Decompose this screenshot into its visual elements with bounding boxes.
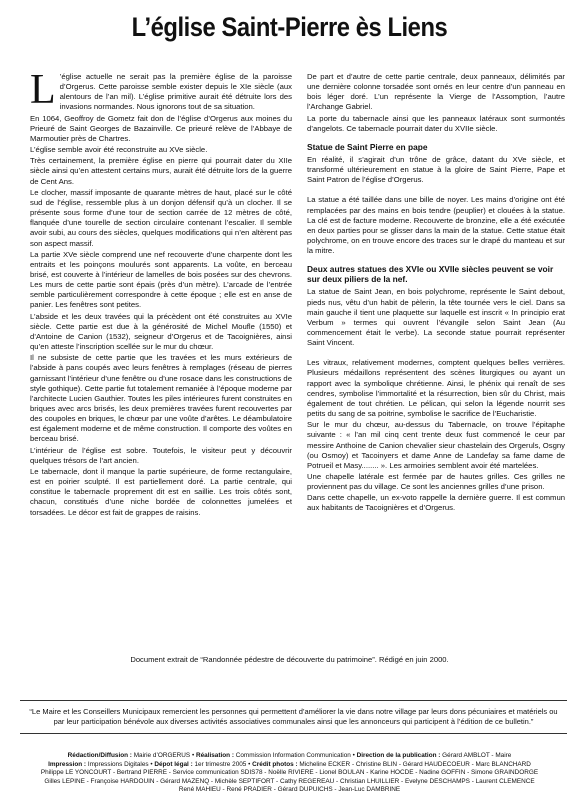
left-column	[30, 67, 292, 519]
paragraph-intro-2: La porte du tabernacle ainsi que les panneaux latéraux sont surmontés d’angelots. Ce tabernacle pourrait dater du XVIIe siècle.	[307, 113, 565, 133]
source-note: Document extrait de “Randonnée pédestre de découverte du patrimoine”. Rédigé en juin 2000.	[130, 655, 449, 664]
section-heading-deux-statues: Deux autres statues des XVIe ou XVIIe siècles peuvent se voir sur deux piliers de la nef.	[307, 264, 554, 285]
paragraph-3: L’église semble avoir été reconstruite au XVe siècle.	[30, 145, 208, 155]
paragraph-vitraux: Les vitraux, relativement modernes, comptent quelques belles verrières. Plusieurs médaillons représentent des scènes liturgiques ou ayant un rapport avec la symbolique chrétienne. Ainsi, le phénix qui renaît de ses cendres, symbolise l’immortalité et la résurrection, bien sûr du Christ, mais également de tout chrétien. Le pélican, qui selon la légende nourrit ses petits du sang de sa poitrine, symbolise le sacrifice de l’Eucharistie.	[307, 358, 565, 419]
credits	[14, 752, 565, 795]
right-column	[307, 72, 565, 515]
section-heading-statue-pape: Statue de Saint Pierre en pape	[307, 141, 428, 152]
paragraph-4: Très certainement, la première église en pierre qui pourrait dater du XIIe siècle ainsi qu’en attestent certains murs, aurait été détruite lors de la guerre de Cent Ans.	[30, 156, 292, 186]
paragraph-epitaphe: Sur le mur du chœur, au-dessus du Tabernacle, on trouve l’épitaphe suivante : « l’an mil cinq cent trente deux fust commencé le ceur par messire Anthoine de Canion chevalier sieur chastelain des Orgeruls, Osgny (ou Osmoy) et Tacoinyers et dame Anne de Landefay sa fame dame de Potrueil et Masy........ ». Les armoiries semblent avoir été martelées.	[307, 420, 565, 470]
paragraph-8: Il ne subsiste de cette partie que les travées et les murs extérieurs de l’abside à pans coupés avec leurs fenêtres à remplages (réseau de pierres garnissant l’intérieur d’une fenêtre ou d’une rosace dans les constructions de style gothique). Cette partie fut totalement remaniée à l’époque moderne par l’architecte Lucien Gauthier. Toutes les piles intérieures furent construites en briques avec arcs brisés, les deux premières travées furent recouvertes par des coupoles en briques, le chœur par une voûte d’arêtes. Le déambulatoire est également moderne et de même construction. Il comporte des voûtes en berceau brisé.	[30, 353, 292, 444]
credits-line-4: Gilles LEPINE - Françoise HARDOUIN - Gérard MAZENQ - Michèle SEPTIFORT - Cathy REGEREAU - Christian LHUILLIER - Evelyne DESCHAMPS - Laurent CLEMENCE	[44, 777, 535, 785]
paragraph-intro-1: De part et d’autre de cette partie centrale, deux panneaux, délimités par une dernière colonne torsadée sont ornés en leur centre d’un panneau en bois léger doré. L’un représente la Vierge de l’Assomption, l’autre l’Archange Gabriel.	[307, 72, 565, 112]
page-title: L’église Saint-Pierre ès Liens	[131, 12, 448, 42]
paragraph-saint-jean: La statue de Saint Jean, en bois polychrome, représente le Saint debout, pieds nus, vêtu d’un habit de pèlerin, la tête tournée vers le ciel. Dans sa main gauche il tient une plaquette sur laquelle est inscrit « In principio erat Verbum » termes qui ouvrent l’évangile selon Saint Jean (Au commencement était le verbe). La seconde statue pourrait représenter Saint Vincent.	[307, 287, 565, 348]
credits-line-3: Philippe LE YONCOURT - Bertrand PIERRE - Service communication SDIS78 - Noëlle RIVIERE - Lionel BOULAN - Karine HOCDE - Nadine GOFFIN - Simone GRAINDORGE	[40, 769, 539, 777]
thanks-note: “Le Maire et les Conseillers Municipaux remercient les personnes qui permettent d’améliorer la vie dans notre village par leurs dons pécuniaires et matériels ou par leur participation bénévole aux diverses activités associatives communales ainsi que les annonceurs qui participent à l’édition de ce bulletin.”	[20, 700, 567, 734]
paragraph-statue-1: En réalité, il s’agirait d’un trône de grâce, datant du XVe siècle, et transformé ultérieurement en statue à la gloire de Saint Pierre, Pape et Saint Patron de l’église d’Orgerus.	[307, 154, 565, 185]
paragraph-statue-2: La statue a été taillée dans une bille de noyer. Les mains d’origine ont été remplacées par des mains en bois tendre (peuplier) et clouées à la statue. La clé est de facture moderne. Recouverte de bronzine, elle a été exécutée en deux parties pour se glisser dans la main de la statue. Cette statue était polychrome, on en trouve encore des traces sur le drapé du manteau et sur la mitre.	[307, 195, 565, 256]
paragraph-2: En 1064, Geoffroy de Gometz fait don de l’église d’Orgerus aux moines du Prieuré de Saint Georges de Bazainville. Ce prieuré relève de l’Abbaye de Marmoutier près de Chartres.	[30, 113, 292, 143]
credits-line-1: Rédaction/Diffusion : Mairie d’ORGERUS • Réalisation : Commission Information Communication • Direction de la publication : Gérard AMBLOT - Maire	[67, 752, 512, 759]
credits-line-2: Impression : Impressions Digitales • Dépot légal : 1er trimestre 2005 • Crédit photos : Micheline ECKER - Christine BLIN - Gérard HAUDECOEUR - Marc BLANCHARD	[48, 760, 531, 768]
paragraph-7: L’abside et les deux travées qui la précèdent ont été construites au XVIe siècle. Cette partie est due à la générosité de Michel Moufle (1550) et d’Antoine de Canion (1532), seigneur d’Orgerus et de Tacoignières, ainsi qu’en atteste l’inscription scellée sur le mur du chœur.	[30, 311, 292, 352]
credits-line-5: René MAHIEU - René PRADIER - Gérard DUPUICHS - Jean-Luc DAMBRINE	[178, 786, 401, 794]
paragraph-5: Le clocher, massif imposante de quarante mètres de haut, placé sur le côté sud de l’église, ressemble plus à un donjon défensif qu’à un clocher. Il se présente sous forme d’une tour de section carrée de 12 mètres de côté, flanquée d’une tourelle de section circulaire contenant l’escalier. Il semble avoir subi, au cours des siècles, quelques modifications qui n’en altèrent pas son aspect massif.	[30, 187, 292, 248]
paragraph-9: L’intérieur de l’église est sobre. Toutefois, le visiteur peut y découvrir quelques trésors de l’art ancien.	[30, 445, 292, 465]
paragraph-10: Le tabernacle, dont il manque la partie supérieure, de forme rectangulaire, est en poirier sculpté. Il est partiellement doré. La partie centrale, qui constitue le tabernacle proprement dit est en saillie. Les trois côtés sont, chacun, constitués d’une niche bordée de colonnettes jumelées et torsadées. Le décor est fait de grappes de raisins.	[30, 466, 292, 517]
paragraph-6: La partie XVe siècle comprend une nef recouverte d’une charpente dont les entraits et les poinçons moulurés sont apparents. La voûte, en berceau brisé, est couverte à l’intérieur de lamelles de bois posées sur des chevrons. Les murs de cette partie sont épais (près d’un mètre). L’arcade de l’entrée semble particulièrement correspondre à cette époque ; elle est en anse de panier. Les fenêtres sont petites.	[30, 249, 292, 310]
drop-cap: L	[30, 67, 56, 113]
paragraph-chapelle: Une chapelle latérale est fermée par de hautes grilles. Ces grilles ne proviennent pas du village. Ce sont les anciennes grilles d’une prison.	[307, 472, 565, 492]
paragraph-ex-voto: Dans cette chapelle, un ex-voto rappelle la dernière guerre. Il est commun aux habitants de Tacoignières et d’Orgerus.	[307, 493, 565, 513]
paragraph-1: L ’église actuelle ne serait pas la première église de la paroisse d’Orgerus. Cette paroisse semble exister depuis le XIe siècle (aux alentours de l’an mil). L’église primitive aurait été détruite lors des invasions normandes. Nous ignorons tout de sa situation.	[30, 67, 292, 113]
